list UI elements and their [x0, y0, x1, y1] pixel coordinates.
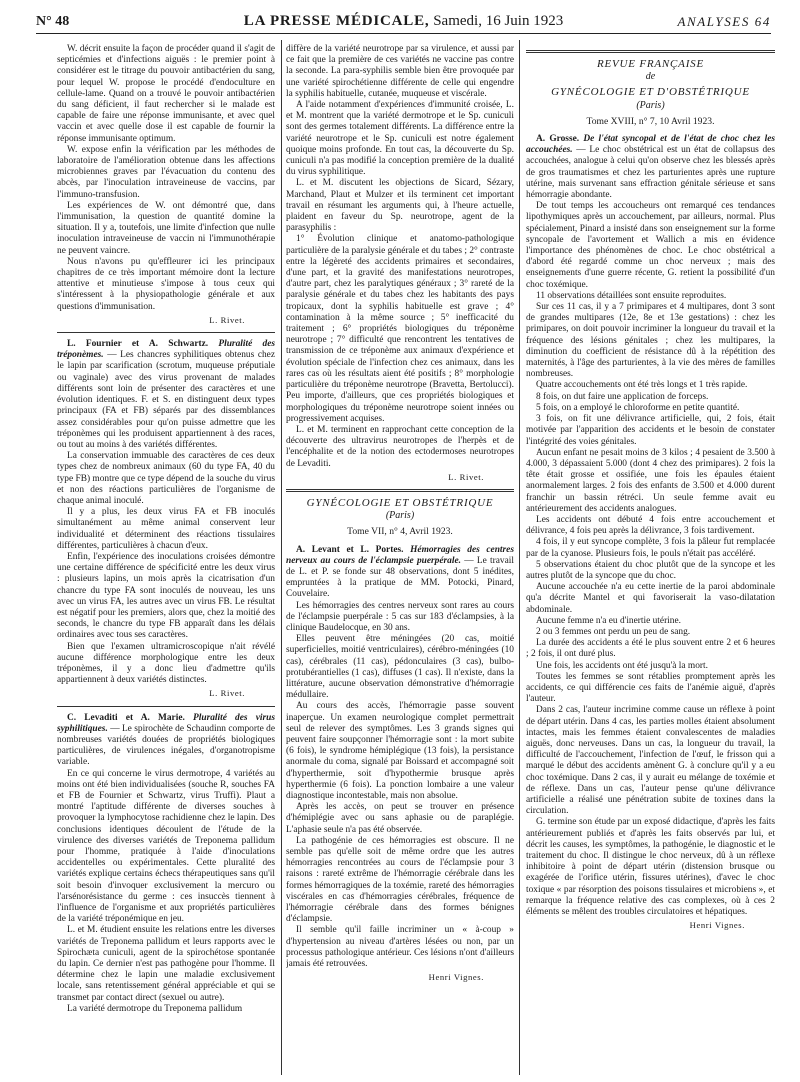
- column-2: [286, 44, 514, 1074]
- page-header: [36, 12, 771, 34]
- signature: L. Rivet.: [209, 314, 245, 325]
- journal-city: (Paris): [385, 510, 415, 522]
- divider: [286, 489, 514, 492]
- paragraph: Les expériences de W. ont démontré que, dans l'immunisation, la question de quantité domine la situation. Il y a, toutefois, une limite d'infection que nulle inoculation intraveineuse de vaccin ni l'immunothérapie ne peuvent vaincre.: [57, 200, 275, 256]
- paragraph: — Le spirochète de Schaudinn comporte de nombreuses variétés douées de propriétés biologiques particulières, de virulences inégales, d'organotropisme variable.: [57, 723, 275, 768]
- paragraph: — Le choc obstétrical est un état de collapsus des accouchées, analogue à celui qu'on observe chez les blessés après de gros traumatismes et chez les parturientes après une rupture utérine, mais survenant sans effraction génitale sérieuse et sans hémorragie abondante.: [526, 145, 775, 201]
- signature: Henri Vignes.: [689, 920, 745, 931]
- paragraph: Les hémorragies des centres nerveux sont rares au cours de l'éclampsie puerpérale : 5 cas sur 183 d'éclampsies, à la clinique Baudelocque, en 30 ans.: [286, 600, 514, 633]
- journal-heading-de: de: [645, 71, 656, 83]
- article-title: De l'état syncopal et de l'état de choc chez les accouchées.: [526, 134, 775, 156]
- column-rule: [519, 40, 520, 1075]
- signature: L. Rivet.: [448, 471, 484, 482]
- article-authors: C. Levaditi et A. Marie.: [67, 712, 185, 723]
- paragraph: La durée des accidents a été le plus souvent entre 2 et 6 heures ; 2 fois, il ont duré plus.: [526, 638, 775, 660]
- paragraph: 3 fois, on fit une délivrance artificielle, qui, 2 fois, était motivée par l'apparition des accidents et le besoin de constater l'intégrité des voies génitales.: [526, 414, 775, 447]
- paragraph: A l'aide notamment d'expériences d'immunité croisée, L. et M. montrent que la variété dermotrope et le Sp. cuniculi sont des germes totalement différents. La différence entre la variété neurotrope et le Sp. cuniculi est notre également quoique moins profonde. En tout cas, la découverte du Sp. cuniculi n'a pas modifié la conception première de la dualité du virus syphilitique.: [286, 100, 514, 178]
- paragraph: Toutes les femmes se sont rétablies promptement après les accidents, ce qui différencie ces faits de l'anémie aiguë, d'après l'auteur.: [526, 671, 775, 705]
- paragraph: L. et M. terminent en rapprochant cette conception de la découverte des ultravirus neurotropes de l'herpès et de l'encéphalite et de la notion des ectodermoses neurotropes de Levaditi.: [286, 424, 514, 469]
- paragraph: Bien que l'examen ultramicroscopique n'ait révélé aucune différence morphologique entre les deux tréponèmes, il y a donc lieu d'admettre qu'ils appartiennent à deux variétés distinctes.: [57, 641, 275, 686]
- paragraph: La variété dermotrope du Treponema pallidum: [67, 1003, 243, 1014]
- journal-heading-2: GYNÉCOLOGIE ET D'OBSTÉTRIQUE: [551, 86, 750, 99]
- paragraph: — Le travail de L. et P. se fonde sur 48 observations, dont 5 inédites, empruntées à la pratique de MM. Potocki, Pinard, Couvelaire.: [286, 555, 514, 600]
- paragraph: Dans 2 cas, l'auteur incrimine comme cause un réflexe à point de départ utérin. Dans 4 cas, les parties molles étaient absolument intactes, mais les femmes étaient convalescentes de maladies aiguës, donc nerveuses. Dans un cas, la longueur du travail, la difficulté de l'accouchement, l'infection de l'œuf, le frisson qui a marqué le début des accidents amènent G. à conclure qu'il y a eu choc toxémique. Dans 2 cas, il y aurait eu mélange de toxémie et de réflexe. Dans un cas, l'auteur pense qu'une délivrance artificielle a réalisé une pénétration subite de toxines dans la circulation.: [526, 705, 775, 817]
- paragraph: 4 fois, il y eut syncope complète, 3 fois la pâleur fut remplacée par de la cyanose. Plusieurs fois, le pouls n'était pas accéléré.: [526, 537, 775, 559]
- paragraph: diffère de la variété neurotrope par sa virulence, et aussi par ce fait que la première de ces variétés ne vaccine pas contre la seconde. La para-syphilis semble bien être provoquée par une variété spirochétienne différente de celle qui engendre la syphilis habituelle, cutanée, muqueuse et viscérale.: [286, 44, 514, 99]
- signature: Henri Vignes.: [428, 972, 484, 983]
- paragraph: Il y a plus, les deux virus FA et FB inoculés simultanément au même animal conservent leur individualité et déterminent des réactions tissulaires différentes, particulières à chacun d'eux.: [57, 507, 275, 551]
- page-number: N° 48: [36, 14, 70, 29]
- paragraph: 11 observations détaillées sont ensuite reproduites.: [536, 290, 727, 301]
- paragraph: Après les accès, on peut se trouver en présence d'hémiplégie avec ou sans aphasie ou de paraplégie. L'aphasie seule n'a pas été observée.: [286, 802, 514, 835]
- paragraph: Au cours des accès, l'hémorragie passe souvent inaperçue. Un examen neurologique complet permettrait seul de relever des symptômes. Les 3 grands signes qui peuvent faire soupçonner l'hémorragie sont : la mort subite (6 fois), le syndrome hémiplégique (13 fois), la persistance anormale du coma, signalé par Boissard et accompagné soit d'hyperthermie, soit d'hypothermie brusque après hyperthermie (6 fois). La ponction lombaire a une valeur diagnostique incontestable, mais non absolue.: [286, 701, 514, 801]
- paragraph: G. termine son étude par un exposé didactique, d'après les faits antérieurement publiés et d'après les faits observés par lui, et décrit les causes, les symptômes, la pathogénie, le diagnostic et le traitement du choc. Il distingue le choc nerveux, dû à un réflexe inhibitoire à point de départ utérin (distension brusque ou exagérée de l'orifice utérin, fissures utérines), d'avec le choc toxique « par résorption des poisons tissulaires et microbiens », et remarque la fréquence relative des cas complexes, où à ces 2 éléments se mêlent des troubles circulatoires et hépatiques.: [526, 817, 775, 918]
- paragraph: Aucune femme n'a eu d'inertie utérine.: [536, 615, 681, 626]
- paragraph: — Les chancres syphilitiques obtenus chez le lapin par scarification (scrotum, muqueuse préputiale ou vaginale) avec des virus provenant de malades différents sont loin de présenter des caractères et une évolution identiques. F. et S. en distinguent deux types principaux (FA et FB) séparés par des dissemblances assez considérables pour qu'on puisse admettre que les tréponèmes qui les produisent appartiennent à des races, ou tout au moins à des variétés différentes.: [57, 350, 275, 450]
- abstract-lead: [57, 339, 275, 451]
- paragraph: Une fois, les accidents ont été jusqu'à la mort.: [536, 660, 708, 671]
- column-3: [526, 44, 775, 1074]
- article-title: Pluralité des virus syphilitiques.: [57, 712, 275, 734]
- section-label: ANALYSES 64: [677, 14, 771, 29]
- paragraph: W. expose enfin la vérification par les méthodes de laboratoire de l'amélioration obtenue dans les affections microbiennes graves par l'évacuation du contenu des abcès, par l'inoculation intraveineuse de vaccins, par l'immuno-transfusion.: [57, 144, 275, 200]
- journal-heading: REVUE FRANÇAISE: [596, 58, 704, 70]
- paragraph: Il semble qu'il faille incriminer un « à-coup » d'hypertension au niveau d'artères lésées ou non, par un processus pathologique antérieur. Ces lésions n'ont d'ailleurs jamais été retrouvées.: [286, 925, 514, 970]
- divider: [526, 50, 775, 53]
- paragraph: Enfin, l'expérience des inoculations croisées démontre une certaine différence de spécificité entre les deux virus : plusieurs lapins, un mois après la cicatrisation d'un chancre du type FA sont inoculés de nouveau, les uns avec un virus FA, les autres avec un virus FB. Le résultat est négatif pour les premiers, alors que, chez la moitié des seconds, le chancre du type FB apparaît dans les délais ordinaires avec tous ses caractères.: [57, 551, 275, 641]
- paragraph: Aucune accouchée n'a eu cette inertie de la paroi abdominale qu'a décrite Mantel et qui favoriserait la vaso-dilatation abdominale.: [526, 582, 775, 615]
- column-rule: [281, 40, 282, 1075]
- article-authors: A. Grosse.: [536, 134, 580, 145]
- paragraph: Aucun enfant ne pesait moins de 3 kilos ; 4 pesaient de 3.500 à 4.000, 3 dépassaient 5.000 (dont 4 chez des primipares). 2 fois la tête était grosse et ossifiée, une fois les épaules étaient anormalement larges. 2 fois des enfants de 3.500 et 4.000 durent franchir un bassin rétréci. Un seule femme avait eu antérieurement des accidents analogues.: [526, 447, 775, 514]
- paragraph: Nous n'avons pu qu'effleurer ici les principaux chapitres de ce très important mémoire dont la lecture attentive et minutieuse s'impose à tous ceux qui s'intéressent à la physiopathologie générale et aux questions d'immunisation.: [57, 256, 275, 312]
- paragraph: 5 fois, on a employé le chloroforme en petite quantité.: [536, 402, 740, 413]
- running-title: [36, 13, 771, 30]
- journal-city: (Paris): [636, 99, 665, 111]
- paragraph: La conservation immuable des caractères de ces deux types chez de nombreux animaux (60 du type FA, 40 du type FB) montre que ce type dépend de la souche du virus et non des réactions particulières de l'organisme de chaque animal inoculé.: [57, 451, 275, 506]
- paragraph: Elles peuvent être méningées (20 cas, moitié superficielles, moitié ventriculaires), cérébro-méningées (10 cas), cérébrales (11 cas), pédonculaires (3 cas), bulbo-protubérantielles (1 cas), diffuses (1 cas). Il n'existe, dans la littérature, aucune observation démonstrative d'hémorragie médullaire.: [286, 634, 514, 701]
- column-1: [57, 44, 275, 1074]
- paragraph: W. décrit ensuite la façon de procéder quand il s'agit de septicémies et d'infections aiguës : le premier point à considérer est le titrage du pouvoir antibactérien du sang, pour lequel W. propose le procédé d'endoculture en cellule-lame. Quand on a trouvé le pouvoir antibactérien du sang déficient, il faut rechercher si le malade est capable de faire une réponse immunisante, et avec quel vaccin et avec quelle dose il est capable de fournir la réponse immunisante optimum.: [57, 44, 275, 144]
- paragraph: 2 ou 3 femmes ont perdu un peu de sang.: [536, 626, 691, 637]
- paragraph: L. et M. discutent les objections de Sicard, Sézary, Marchand, Plaut et Mulzer et ils terminent cet important travail en résumant les arguments qui, à l'heure actuelle, plaident en faveur du Sp. neurotrope, agent de la parasyphilis :: [286, 178, 514, 234]
- journal-heading: GYNÉCOLOGIE ET OBSTÉTRIQUE: [306, 496, 494, 509]
- signature: L. Rivet.: [209, 688, 245, 699]
- divider: [57, 706, 275, 707]
- paragraph: L. et M. étudient ensuite les relations entre les diverses variétés de Treponema pallidum et leurs rapports avec le Spirochæta cuniculi, agent de la spirochétose spontanée du lapin. Ce dernier n'est pas pathogène pour l'homme. Il détermine chez le lapin une maladie exclusivement locale, sans retentissement général appréciable et qui se transmet par contact direct (sexuel ou autre).: [57, 925, 275, 1003]
- abstract-lead: [286, 545, 514, 601]
- article-authors: A. Levant et L. Portes.: [296, 544, 404, 555]
- paragraph: 5 observations étaient du choc plutôt que de la syncope et les autres plutôt de la syncope que du choc.: [526, 559, 775, 581]
- issue-reference: Tome VII, n° 4, Avril 1923.: [347, 526, 453, 538]
- paragraph: 8 fois, on dut faire une application de forceps.: [536, 391, 709, 402]
- paragraph: 1° Évolution clinique et anatomo-pathologique particulière de la paralysie générale et du tabes ; 2° contraste entre la légèreté des accidents primaires et secondaires, d'une part, et la gravité des manifestations neurotropes, d'autre part, chez les paralytiques généraux ; 3° rareté de la paralysie générale et du tabes chez les habitants des pays tropicaux, dont la syphilis habituelle est grave ; 4° contamination à la même source ; 5° inefficacité du traitement ; 6° propriétés biologiques du tréponème neurotrope ; 7° difficulté que rencontrent les tentatives de transmission de ce tréponème aux animaux d'expérience et évolution spéciale de l'infection chez ces animaux, dans les rares cas où les résultats aient été positifs ; 8° morphologie particulière du tréponème neurotrope (Bravetta, Bertolucci). Peu importe, d'ailleurs, que ces propriétés biologiques et morphologiques du tréponème neurotrope soient innées ou progressivement acquises.: [286, 234, 514, 424]
- issue-date: Samedi, 16 Juin 1923: [433, 13, 564, 29]
- paragraph: Quatre accouchements ont été très longs et 1 très rapide.: [536, 380, 748, 391]
- paragraph: Sur ces 11 cas, il y a 7 primipares et 4 multipares, dont 3 sont de grandes multipares (12e, 8e et 13e gestations) : chez les primipares, on doit pouvoir incriminer la longueur du travail et la fréquence des lésions génitales ; chez les multipares, la diminution du coefficient de résistance dû à la répétition des maternités, à l'âge des parturientes, à la vie des mères de familles nombreuses.: [526, 302, 775, 380]
- paragraph: La pathogénie de ces hémorragies est obscure. Il ne semble pas qu'elle soit de même ordre que les autres hémorragies rencontrées au cours de l'éclampsie pour 3 raisons : rareté extrême de l'hémorragie cérébrale dans les formes hémorragiques de la toxémie, rareté des hémorragies viscérales en cas d'hémorragies cérébrales, fréquence de l'hémorragie cérébrale dans des formes bénignes d'éclampsie.: [286, 835, 514, 925]
- paragraph: De tout temps les accoucheurs ont remarqué ces tendances lipothymiques après un accouchement, par ailleurs, normal. Plus spécialement, Pinard a insisté dans son enseignement sur la forme syncopale de l'avortement et Wallich a mis en évidence l'importance des phénomènes de choc. Le choc obstétrical a d'abord été regardé comme un choc nerveux ; mais des enseignements d'une guerre récente, G. retient la possibilité d'un choc toxémique.: [526, 201, 775, 290]
- abstract-lead: [526, 134, 775, 201]
- divider: [57, 332, 275, 333]
- article-authors: L. Fournier et A. Schwartz.: [67, 339, 209, 350]
- article-title: Hémorragies des centres nerveux au cours de l'éclampsie puerpérale.: [286, 544, 514, 566]
- journal-name: LA PRESSE MÉDICALE,: [243, 13, 430, 29]
- abstract-lead: [57, 713, 275, 769]
- article-title: Pluralité des tréponèmes.: [57, 339, 275, 361]
- issue-reference: Tome XVIII, n° 7, 10 Avril 1923.: [586, 115, 715, 127]
- paragraph: En ce qui concerne le virus dermotrope, 4 variétés au moins ont été bien individualisées (souche R, souches FA et FB de Fournier et Schwartz, virus Truffi). Plaut a montré l'aptitude différente de diverses souches à provoquer la lymphocytose rachidienne chez le lapin. Des conclusions identiques découlent de l'étude de la virulence des diverses variétés de Treponema pallidum pour l'homme, pratiquée à l'aide d'inoculations accidentelles ou expérimentales. Cette pluralité des variétés explique certains échecs thérapeutiques sans qu'il soit besoin d'invoquer exclusivement la mercuro ou l'arsénorésistance du germe : ces insuccès tiennent à l'influence de l'organisme et aux propriétés particulières de la variété tréponémique en jeu.: [57, 768, 275, 925]
- paragraph: Les accidents ont débuté 4 fois entre accouchement et délivrance, 4 fois peu après la délivrance, 3 fois tardivement.: [526, 514, 775, 537]
